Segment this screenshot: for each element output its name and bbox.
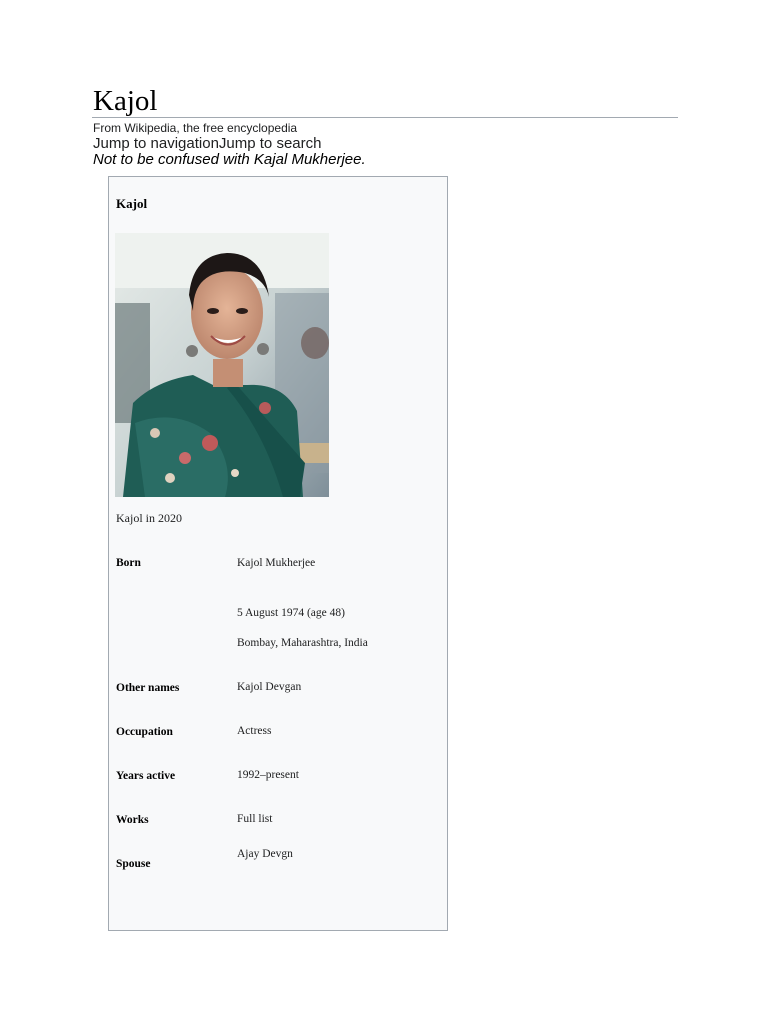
page-title: Kajol xyxy=(93,85,158,117)
spouse-link[interactable]: Ajay Devgn xyxy=(237,848,293,860)
occupation-label: Occupation xyxy=(116,726,173,738)
born-label: Born xyxy=(116,557,141,569)
works-full-list-link[interactable]: Full list xyxy=(237,813,273,825)
works-label: Works xyxy=(116,814,149,826)
born-date: 5 August 1974 (age 48) xyxy=(237,607,345,619)
spouse-label: Spouse xyxy=(116,858,151,870)
portrait-photo[interactable] xyxy=(115,233,329,497)
hatnote: Not to be confused with Kajal Mukherjee. xyxy=(93,151,366,168)
other-names-value: Kajol Devgan xyxy=(237,681,302,693)
years-active-value: 1992–present xyxy=(237,769,299,781)
occupation-value: Actress xyxy=(237,725,272,737)
jump-links xyxy=(93,135,321,152)
born-name: Kajol Mukherjee xyxy=(237,557,316,569)
born-place: Bombay, Maharashtra, India xyxy=(237,637,368,649)
infobox-title: Kajol xyxy=(116,196,148,211)
jump-to-search-link[interactable]: Jump to search xyxy=(218,135,322,152)
years-active-label: Years active xyxy=(116,770,176,782)
infobox xyxy=(108,176,448,931)
other-names-label: Other names xyxy=(116,682,180,694)
image-caption: Kajol in 2020 xyxy=(116,511,182,525)
title-divider xyxy=(92,117,678,118)
jump-to-navigation-link[interactable]: Jump to navigation xyxy=(93,135,219,152)
site-tagline: From Wikipedia, the free encyclopedia xyxy=(93,121,298,135)
